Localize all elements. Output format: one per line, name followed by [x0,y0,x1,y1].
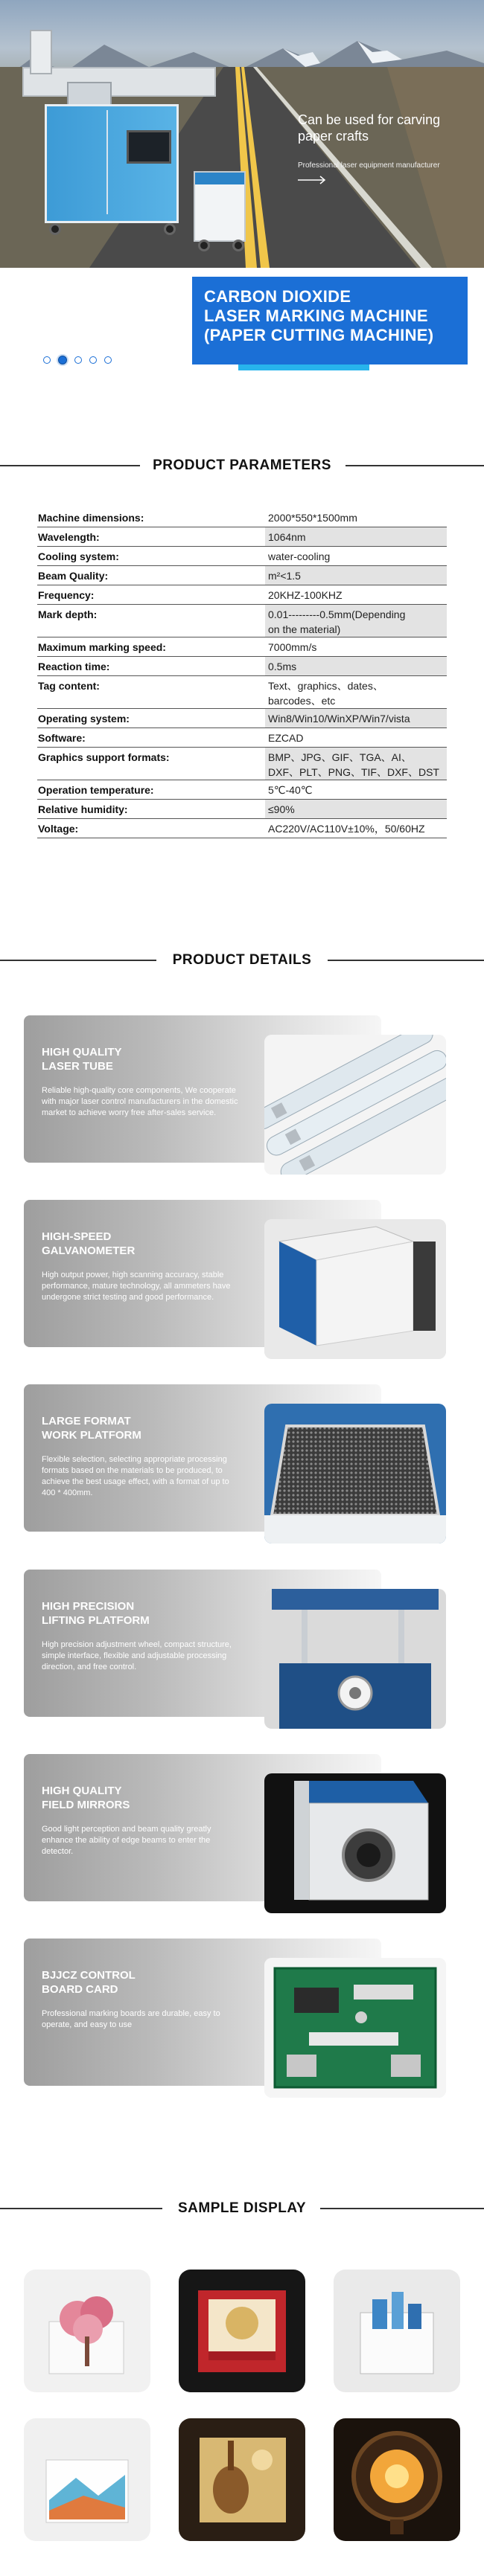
samples-heading-text: SAMPLE DISPLAY [177,2200,307,2216]
monitor-screen [127,130,171,164]
param-key: Reaction time: [37,657,265,676]
detail-title: BJJCZ CONTROL BOARD CARD [42,1969,136,1996]
param-key: Graphics support formats: [37,748,265,780]
product-title-line: LASER MARKING MACHINE [204,306,428,325]
detail-card [24,1200,445,1346]
parameters-table [37,508,447,838]
detail-card [24,1754,445,1900]
detail-description: Professional marking boards are durable, easy to operate, and easy to use [42,2009,220,2029]
lifting-platform-image [264,1589,446,1729]
param-row [37,605,447,637]
details-heading [0,949,484,971]
detail-description: Good light perception and beam quality greatly enhance the ability of edge beams to enter the detector. [42,1825,211,1856]
carousel-dot[interactable] [104,356,112,364]
param-key: Wavelength: [37,527,265,547]
param-value: 20KHZ-100KHZ [265,585,447,605]
param-key: Cooling system: [37,547,265,566]
param-row [37,547,447,566]
laser-tube-image [264,1035,446,1175]
detail-card [24,1015,445,1161]
detail-title: HIGH PRECISION LIFTING PLATFORM [42,1600,150,1627]
caster-wheel-icon [232,240,244,251]
hero-caption [298,112,477,189]
hero-caption-small: Professional laser equipment manufacturer [298,161,440,170]
param-value: water-cooling [265,547,447,566]
detail-description: High precision adjustment wheel, compact structure, simple interface, flexible and adjustable processing direction, and free control. [42,1640,232,1671]
control-board-image [264,1958,446,2098]
detail-card [24,1384,445,1530]
paper-carving-instrument-sample [179,2418,305,2541]
param-key: Operation temperature: [37,780,265,800]
product-title-line: (PAPER CUTTING MACHINE) [204,326,434,344]
param-row [37,709,447,728]
param-key: Tag content: [37,676,265,709]
laser-head [30,30,52,74]
param-row [37,637,447,657]
carousel-dots [43,356,112,364]
param-key: Software: [37,728,265,748]
param-value: 5℃-40℃ [265,780,447,800]
param-value: Text、graphics、dates、 barcodes、etc [265,676,447,709]
carousel-dot-active[interactable] [58,356,67,364]
param-value: BMP、JPG、GIF、TGA、AI、 DXF、PLT、PNG、TIF、DXF、DST [265,748,447,780]
caster-wheel-icon [49,223,61,235]
parameters-heading [0,455,484,477]
param-row [37,527,447,547]
param-value: Win8/Win10/WinXP/Win7/vista [265,709,447,728]
param-value: 0.01---------0.5mm(Depending on the material) [265,605,447,637]
param-row [37,800,447,819]
details-heading-text: PRODUCT DETAILS [172,952,312,968]
param-row [37,676,447,709]
param-key: Voltage: [37,819,265,838]
param-row [37,585,447,605]
parameters-heading-text: PRODUCT PARAMETERS [153,457,331,473]
chiller-panel [195,173,244,184]
detail-card [24,1570,445,1715]
paper-carving-landscape-sample [24,2418,150,2541]
param-value: 2000*550*1500mm [265,508,447,527]
detail-description: High output power, high scanning accuracy, stable performance, mature technology, all ammeters have undergone strict testing and good performance. [42,1271,231,1302]
param-key: Operating system: [37,709,265,728]
detail-description: Reliable high-quality core components, We cooperate with major laser control manufacturers in the domestic market to achieve worry free after-sales service. [42,1086,238,1117]
paper-carving-building-sample [334,2270,460,2392]
param-row [37,748,447,780]
param-value: 0.5ms [265,657,447,676]
caster-wheel-icon [198,240,210,251]
detail-card [24,1939,445,2084]
param-key: Frequency: [37,585,265,605]
param-value: 7000mm/s [265,637,447,657]
hero-caption-big: Can be used for carving paper crafts [298,112,441,144]
product-title-banner [192,277,468,364]
param-row [37,780,447,800]
caster-wheel-icon [164,223,176,235]
detail-description: Flexible selection, selecting appropriate processing formats based on the materials to be produced, to achieve the best usage effect, with a format of up to 400 * 400mm. [42,1455,229,1497]
param-row [37,819,447,838]
param-key: Relative humidity: [37,800,265,819]
param-row [37,566,447,585]
paper-carving-lamp-sample [334,2418,460,2541]
work-platform-image [264,1404,446,1544]
param-key: Maximum marking speed: [37,637,265,657]
galvanometer-image [264,1219,446,1359]
param-value: EZCAD [265,728,447,748]
param-key: Machine dimensions: [37,508,265,527]
paper-carving-2024-sample [179,2270,305,2392]
param-key: Mark depth: [37,605,265,637]
hero-banner [0,0,484,268]
param-value: m²<1.5 [265,566,447,585]
param-row [37,508,447,527]
paper-carving-tree-sample [24,2270,150,2392]
param-row [37,657,447,676]
param-key: Beam Quality: [37,566,265,585]
product-title-line: CARBON DIOXIDE [204,287,351,306]
param-value: ≤90% [265,800,447,819]
param-value: AC220V/AC110V±10%，50/60HZ [265,819,447,838]
detail-title: HIGH-SPEED GALVANOMETER [42,1230,136,1257]
arrow-right-icon [298,175,328,185]
samples-heading [0,2197,484,2220]
carousel-dot[interactable] [89,356,97,364]
carousel-dot[interactable] [74,356,82,364]
detail-title: HIGH QUALITY FIELD MIRRORS [42,1785,130,1811]
detail-title: LARGE FORMAT WORK PLATFORM [42,1415,141,1442]
carousel-dot[interactable] [43,356,51,364]
field-mirror-image [264,1773,446,1913]
param-value: 1064nm [265,527,447,547]
title-accent-bar [238,364,369,370]
detail-title: HIGH QUALITY LASER TUBE [42,1046,122,1073]
param-row [37,728,447,748]
cabinet-door [48,110,108,214]
